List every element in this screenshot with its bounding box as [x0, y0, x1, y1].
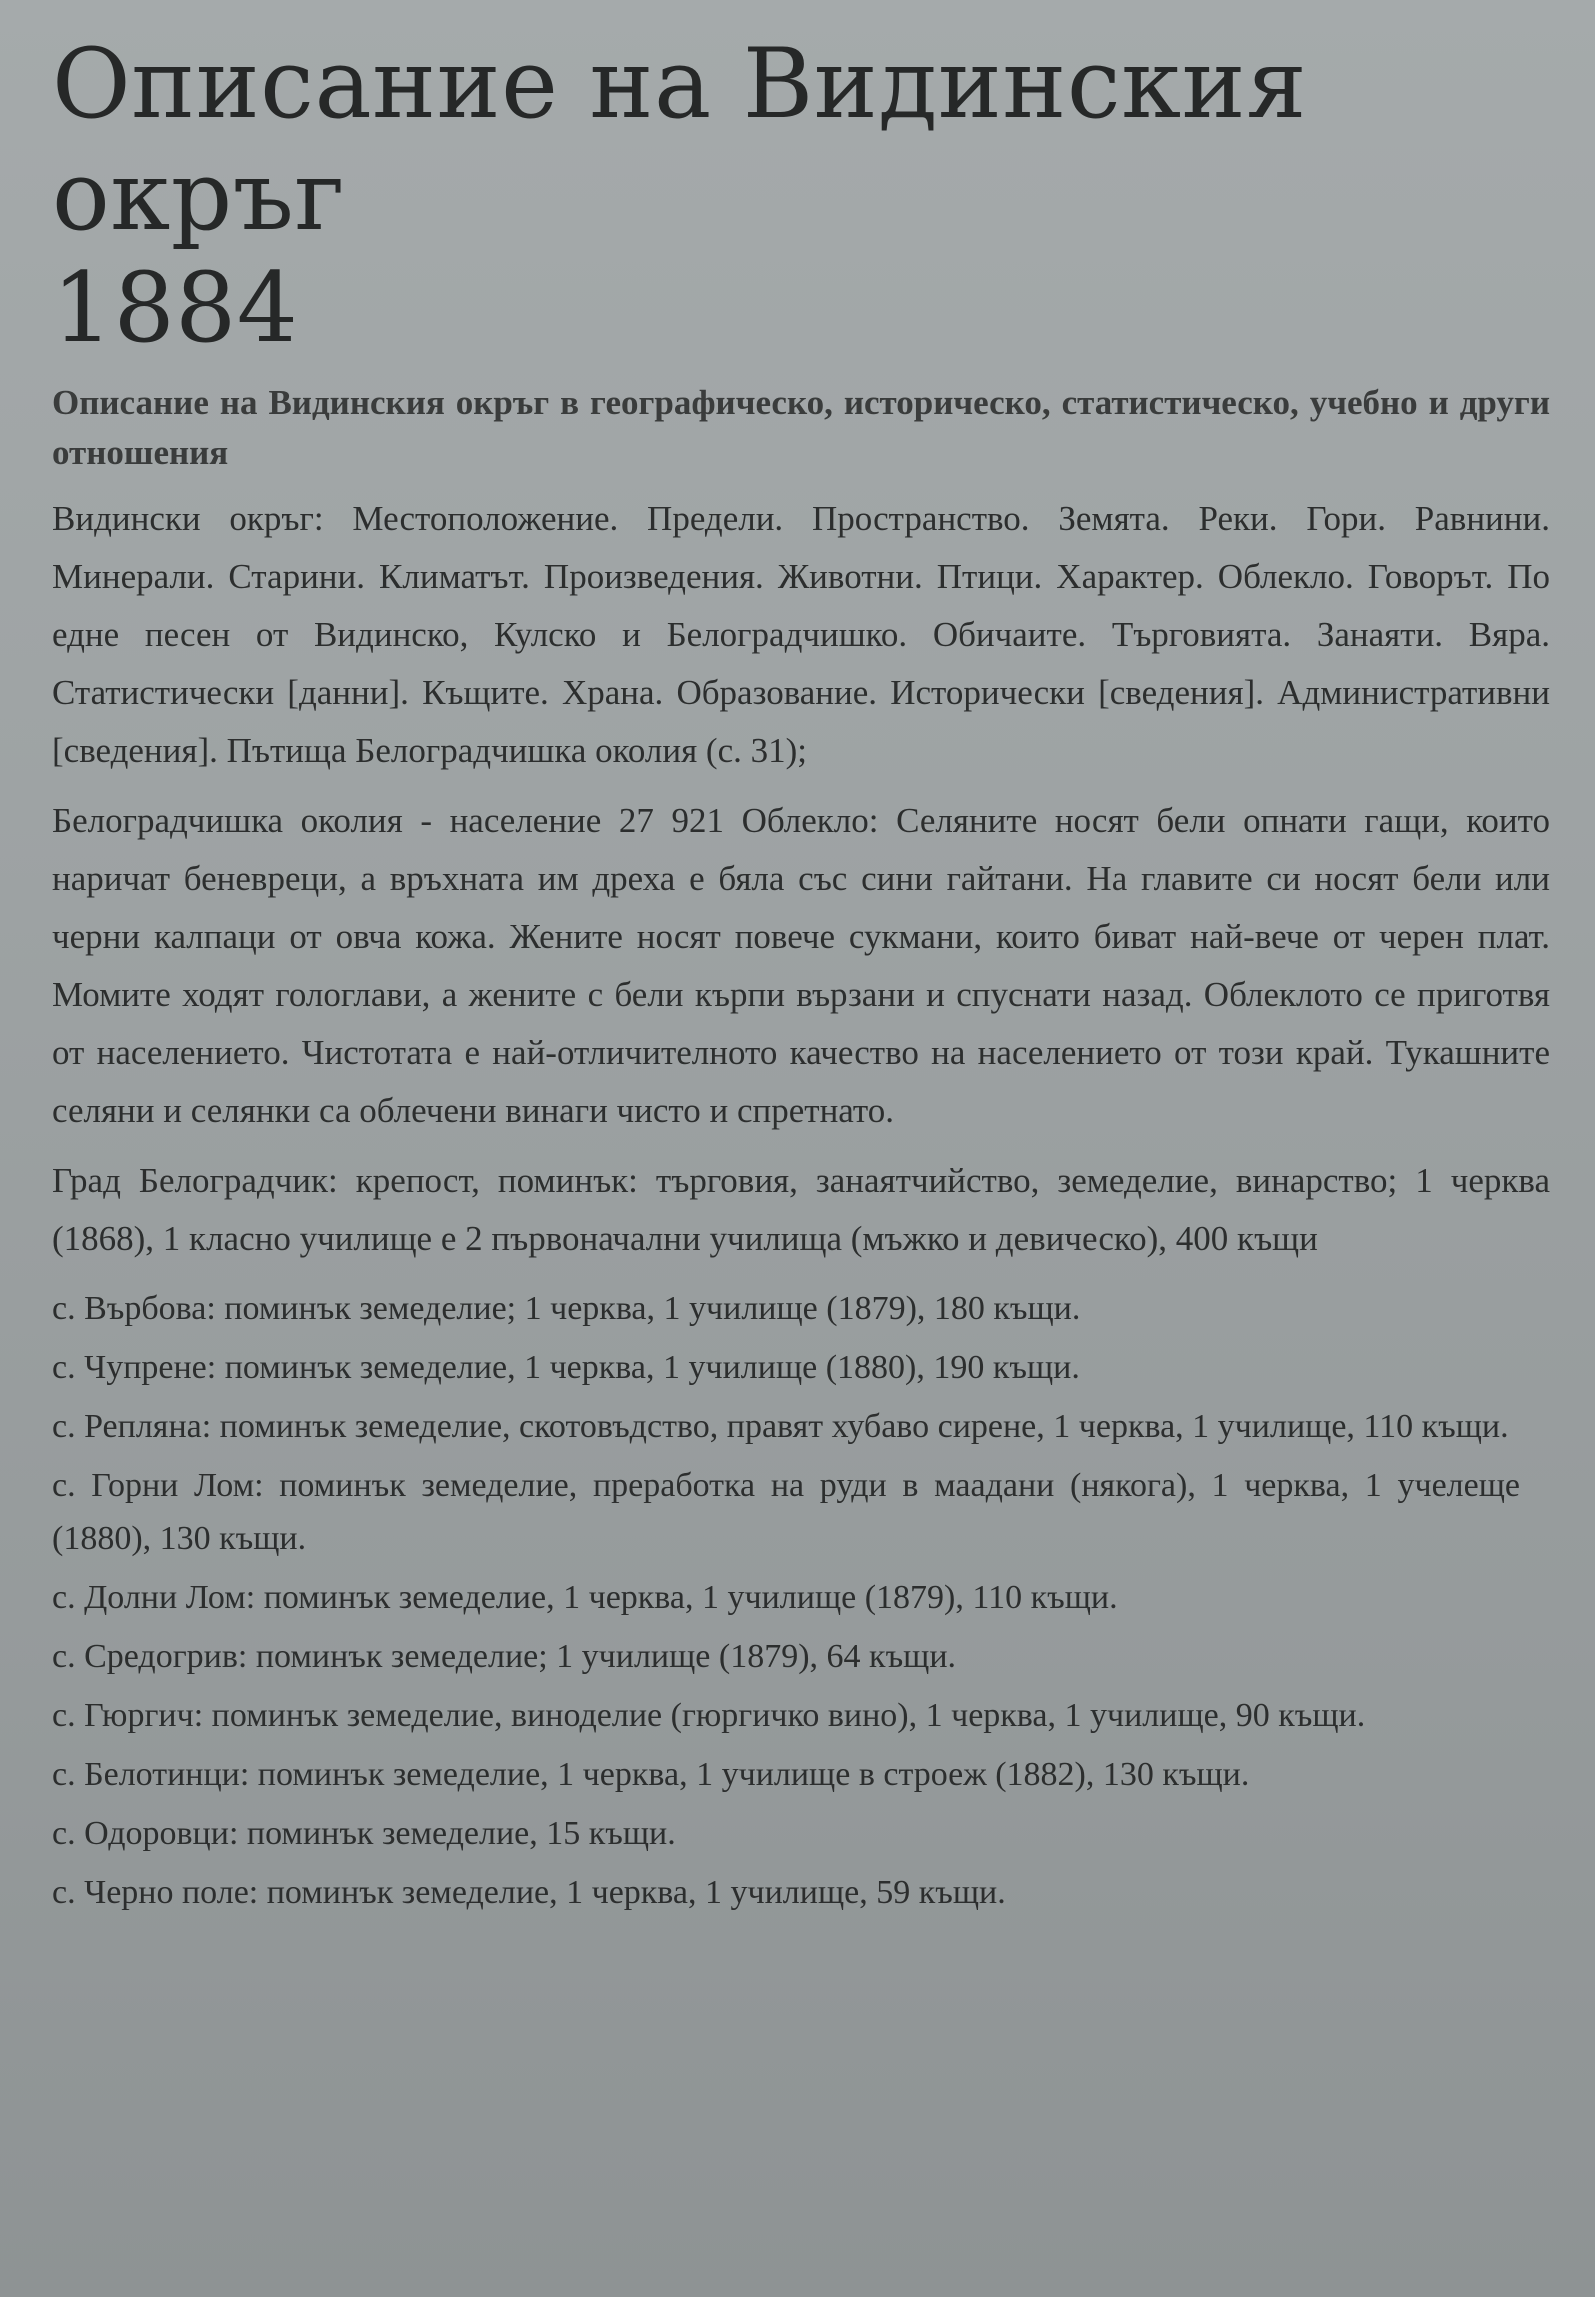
- page-title: [52, 28, 1550, 364]
- village-entry: с. Чупрене: поминък земеделие, 1 черква, 1 училище (1880), 190 къщи.: [52, 1349, 1080, 1386]
- village-entry: с. Горни Лом: поминък земеделие, преработка на руди в маадани (някога), 1 черква, 1 учелеще (1880), 130 къщи.: [52, 1467, 1520, 1557]
- page-title-line-2: 1884: [52, 252, 299, 364]
- village-entry: с. Долни Лом: поминък земеделие, 1 черква, 1 училище (1879), 110 къщи.: [52, 1579, 1118, 1616]
- okoliya-paragraph: Белоградчишка околия - население 27 921 Облекло: Селяните носят бели опнати гащи, които наричат беневреци, а връхната им дреха е бяла със сини гайтани. На главите си носят бели или черни калпаци от овча кожа. Жените носят повече сукмани, които биват най-вече от черен плат. Момите ходят гологлави, а жените с бели кърпи вързани и спуснати назад. Облеклото се приготвя от населението. Чистотата е най-отличителното качество на населението от този край. Тукашните селяни и селянки са облечени винаги чисто и спретнато.: [52, 801, 1550, 1130]
- village-list: [52, 1282, 1550, 1919]
- page-title-line-1: Описание на Видинския окръг: [52, 28, 1308, 252]
- town-paragraph: Град Белоградчик: крепост, поминък: търговия, занаятчийство, земеделие, винарство; 1 черква (1868), 1 класно училище е 2 първоначални училища (мъжко и девическо), 400 къщи: [52, 1161, 1550, 1258]
- village-entry: с. Черно поле: поминък земеделие, 1 черква, 1 училище, 59 къщи.: [52, 1874, 1006, 1911]
- contents-paragraph: Видински окръг: Местоположение. Предели. Пространство. Земята. Реки. Гори. Равнини. Минерали. Старини. Климатът. Произведения. Животни. Птици. Характер. Облекло. Говорът. По едне песен от Видинско, Кулско и Белоградчишко. Обичаите. Търговията. Занаяти. Вяра. Статистически [данни]. Къщите. Храна. Образование. Исторически [сведения]. Административни [сведения]. Пътища Белоградчишка околия (с. 31);: [52, 499, 1550, 770]
- village-entry: с. Гюргич: поминък земеделие, виноделие (гюргичко вино), 1 черква, 1 училище, 90 къщи.: [52, 1697, 1366, 1734]
- village-entry: с. Средогрив: поминък земеделие; 1 училище (1879), 64 къщи.: [52, 1638, 957, 1675]
- village-entry: с. Върбова: поминък земеделие; 1 черква, 1 училище (1879), 180 къщи.: [52, 1290, 1081, 1327]
- village-entry: с. Белотинци: поминък земеделие, 1 черква, 1 училище в строеж (1882), 130 къщи.: [52, 1756, 1250, 1793]
- subtitle: Описание на Видинския окръг в географическо, историческо, статистическо, учебно и други отношения: [52, 383, 1550, 472]
- village-entry: с. Одоровци: поминък земеделие, 15 къщи.: [52, 1815, 676, 1852]
- village-entry: с. Репляна: поминък земеделие, скотовъдство, правят хубаво сирене, 1 черква, 1 училище, 110 къщи.: [52, 1408, 1509, 1445]
